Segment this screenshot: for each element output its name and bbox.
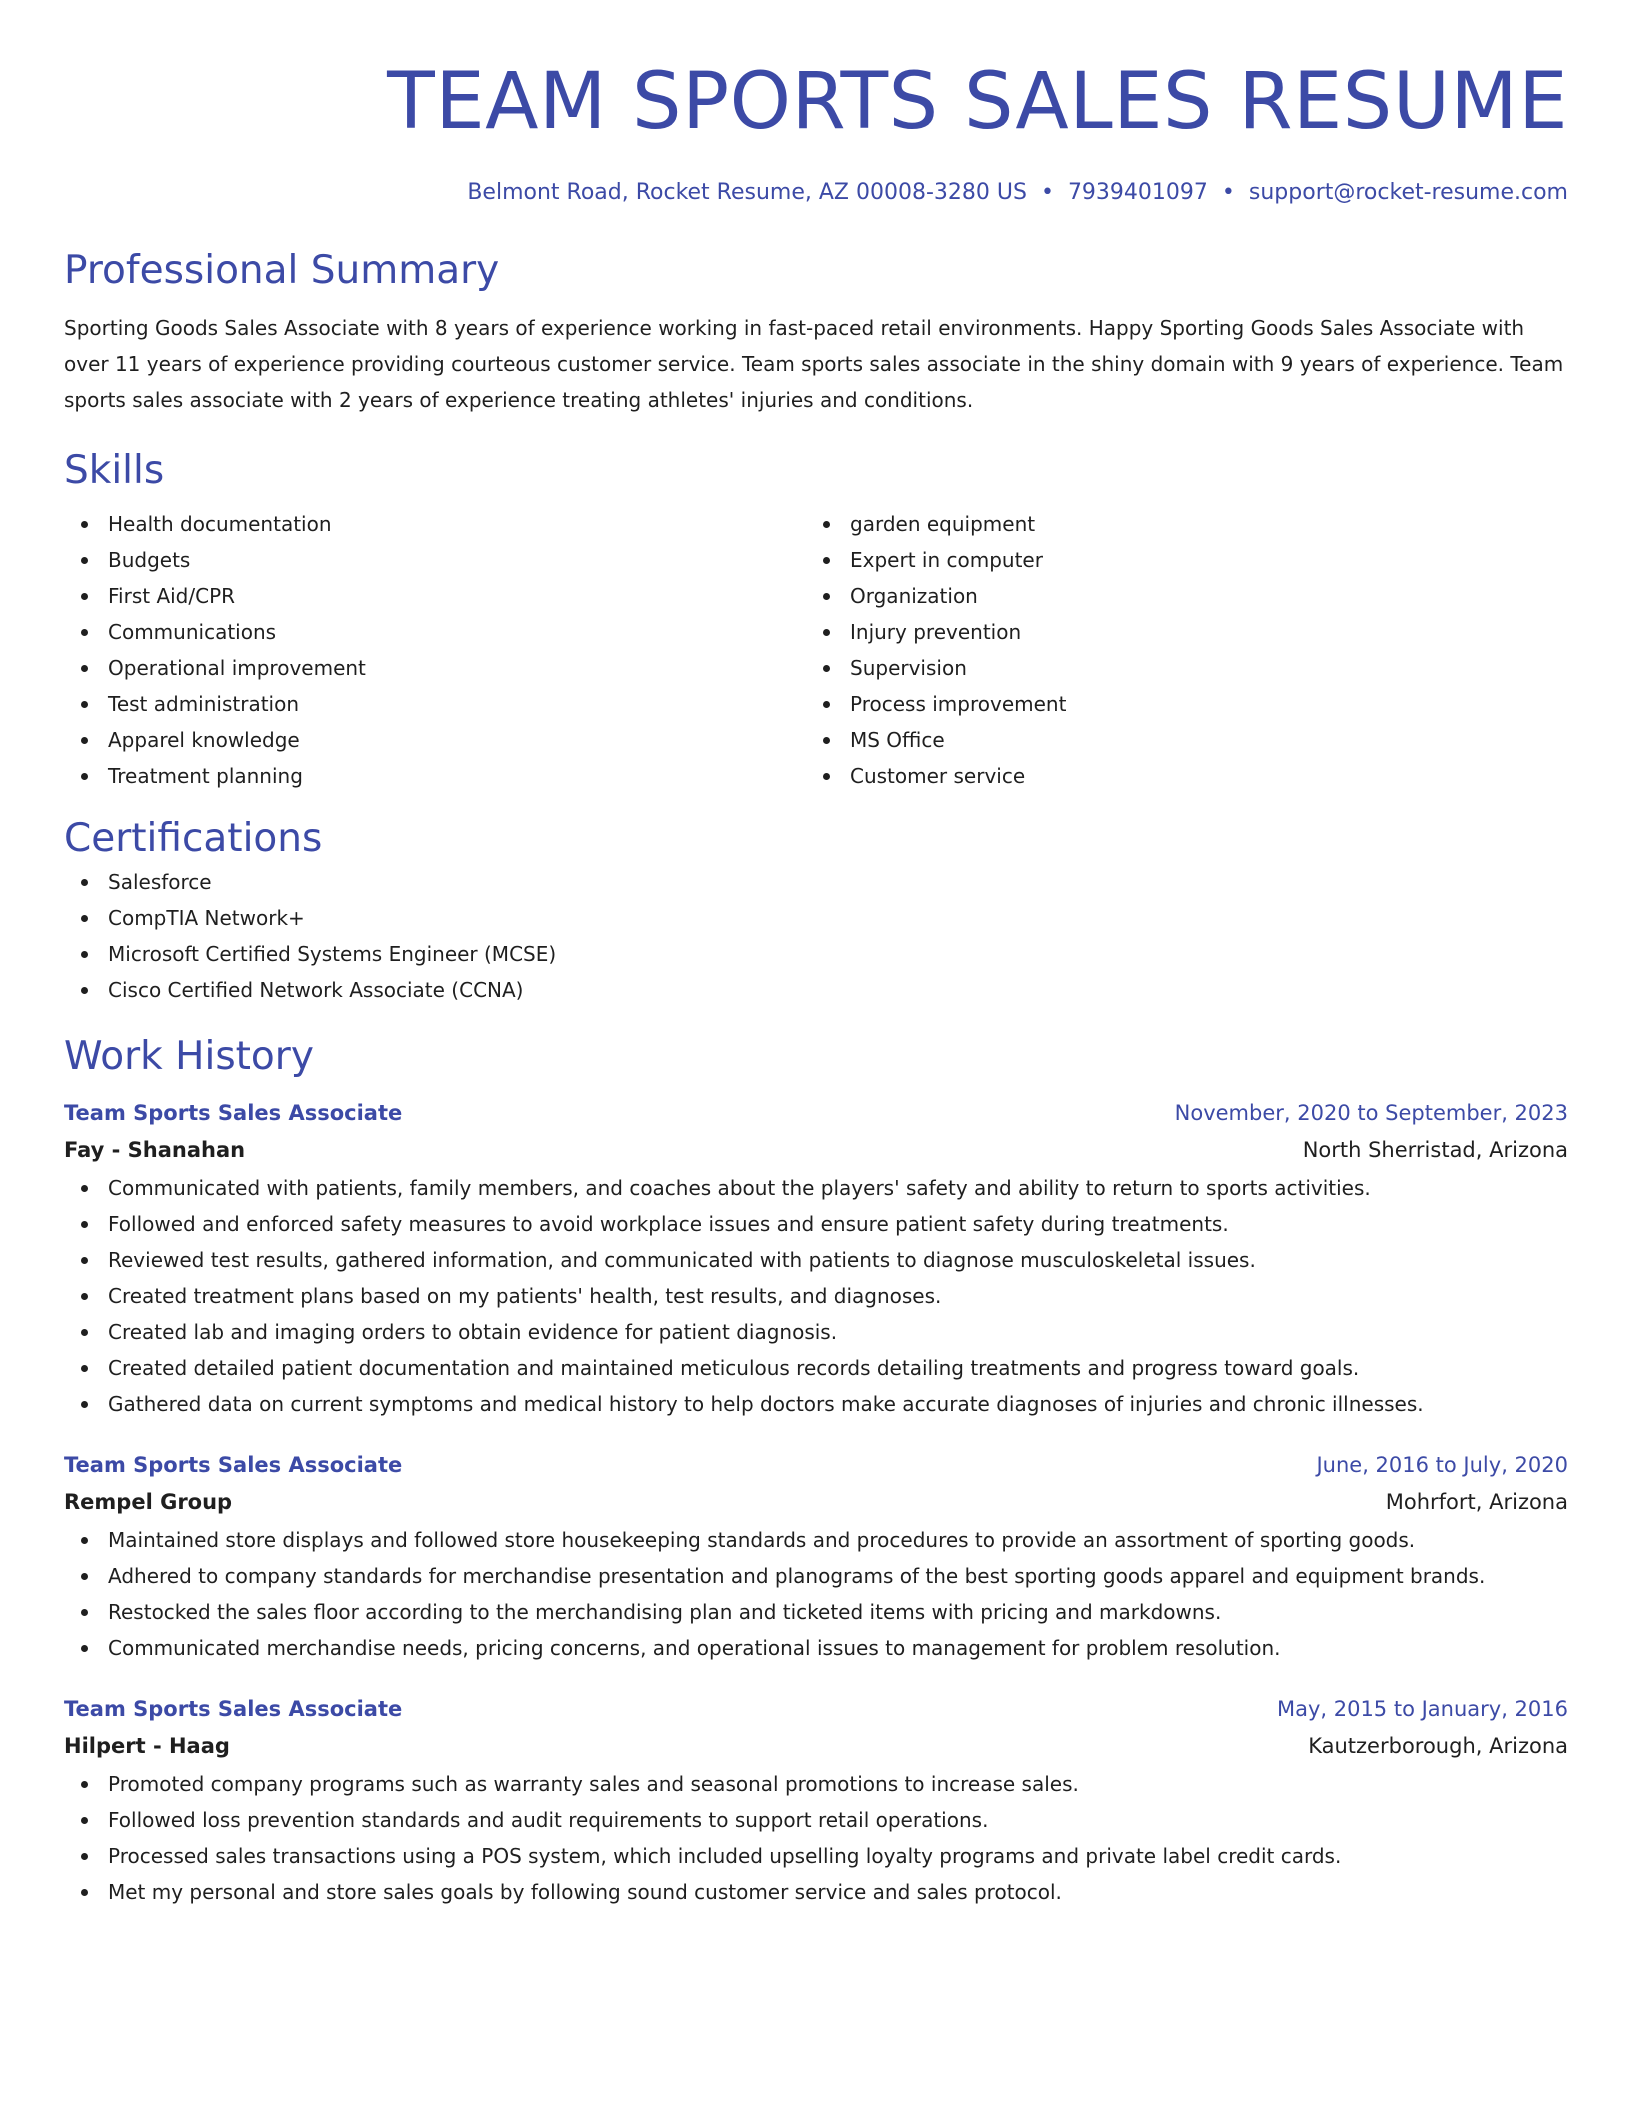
job-dates: May, 2015 to January, 2016 xyxy=(1276,1697,1568,1721)
skills-column-left xyxy=(64,506,806,794)
job-entry xyxy=(64,1692,1568,1910)
job-duty-item: Followed and enforced safety measures to avoid workplace issues and ensure patient safety during treatments. xyxy=(64,1206,1568,1242)
job-title: Team Sports Sales Associate xyxy=(64,1453,403,1477)
skill-item: First Aid/CPR xyxy=(64,578,806,614)
resume-header xyxy=(64,0,1568,208)
job-header-row xyxy=(64,1096,1568,1130)
skill-item: Expert in computer xyxy=(806,542,1548,578)
job-duties-list xyxy=(64,1522,1568,1666)
summary-text: Sporting Goods Sales Associate with 8 years of experience working in fast-paced retail environments. Happy Sporting Goods Sales Associate with over 11 years of experience providing courteous customer service. Team sports sales associate in the shiny domain with 9 years of experience. Team sports sales associate with 2 years of experience treating athletes' injuries and conditions. xyxy=(64,316,1564,412)
skill-item: Treatment planning xyxy=(64,758,806,794)
contact-separator: • xyxy=(1221,180,1235,205)
skills-list-left xyxy=(64,506,806,794)
section-title-certifications: Certifications xyxy=(64,816,323,861)
job-company: Fay - Shanahan xyxy=(64,1138,246,1162)
job-header-row xyxy=(64,1692,1568,1726)
contact-line xyxy=(64,178,1568,208)
job-company: Rempel Group xyxy=(64,1490,233,1514)
skill-item: Test administration xyxy=(64,686,806,722)
job-duty-item: Created treatment plans based on my patients' health, test results, and diagnoses. xyxy=(64,1278,1568,1314)
job-dates: November, 2020 to September, 2023 xyxy=(1174,1101,1568,1125)
skill-item: Budgets xyxy=(64,542,806,578)
skill-item: Apparel knowledge xyxy=(64,722,806,758)
job-company: Hilpert - Haag xyxy=(64,1734,230,1758)
skill-item: garden equipment xyxy=(806,506,1548,542)
skill-item: Organization xyxy=(806,578,1548,614)
job-company-row xyxy=(64,1482,1568,1522)
resume-title: TEAM SPORTS SALES RESUME xyxy=(387,57,1568,147)
job-duty-item: Met my personal and store sales goals by following sound customer service and sales protocol. xyxy=(64,1874,1568,1910)
skills-section xyxy=(64,446,1568,794)
skill-item: Health documentation xyxy=(64,506,806,542)
job-duty-item: Maintained store displays and followed store housekeeping standards and procedures to provide an assortment of sporting goods. xyxy=(64,1522,1568,1558)
job-duty-item: Restocked the sales floor according to the merchandising plan and ticketed items with pricing and markdowns. xyxy=(64,1594,1568,1630)
skill-item: Process improvement xyxy=(806,686,1548,722)
skill-item: MS Office xyxy=(806,722,1548,758)
job-title: Team Sports Sales Associate xyxy=(64,1101,403,1125)
job-location: Kautzerborough, Arizona xyxy=(1308,1734,1568,1758)
job-duty-item: Promoted company programs such as warranty sales and seasonal promotions to increase sales. xyxy=(64,1766,1568,1802)
job-entry xyxy=(64,1096,1568,1422)
contact-separator: • xyxy=(1040,180,1054,205)
contact-address: Belmont Road, Rocket Resume, AZ 00008-3280 US xyxy=(467,180,1027,205)
skills-column-right xyxy=(806,506,1548,794)
job-header-row xyxy=(64,1448,1568,1482)
section-title-skills: Skills xyxy=(64,448,165,493)
certification-item: Cisco Certified Network Associate (CCNA) xyxy=(64,972,1568,1008)
job-duties-list xyxy=(64,1766,1568,1910)
job-duty-item: Reviewed test results, gathered information, and communicated with patients to diagnose musculoskeletal issues. xyxy=(64,1242,1568,1278)
skill-item: Customer service xyxy=(806,758,1548,794)
skill-item: Injury prevention xyxy=(806,614,1548,650)
skill-item: Supervision xyxy=(806,650,1548,686)
job-duty-item: Adhered to company standards for merchandise presentation and planograms of the best sporting goods apparel and equipment brands. xyxy=(64,1558,1568,1594)
job-dates: June, 2016 to July, 2020 xyxy=(1316,1453,1568,1477)
contact-phone: 7939401097 xyxy=(1067,180,1208,205)
job-title: Team Sports Sales Associate xyxy=(64,1697,403,1721)
job-duty-item: Gathered data on current symptoms and medical history to help doctors make accurate diagnoses of injuries and chronic illnesses. xyxy=(64,1386,1568,1422)
section-title-summary: Professional Summary xyxy=(64,248,500,293)
job-duty-item: Communicated with patients, family members, and coaches about the players' safety and ability to return to sports activities. xyxy=(64,1170,1568,1206)
job-duty-item: Followed loss prevention standards and audit requirements to support retail operations. xyxy=(64,1802,1568,1838)
job-location: North Sherristad, Arizona xyxy=(1302,1138,1568,1162)
job-company-row xyxy=(64,1726,1568,1766)
skills-grid xyxy=(64,506,1568,794)
section-title-work-history: Work History xyxy=(64,1034,314,1079)
skills-list-right xyxy=(806,506,1548,794)
job-duty-item: Created detailed patient documentation and maintained meticulous records detailing treatments and progress toward goals. xyxy=(64,1350,1568,1386)
professional-summary-section xyxy=(64,246,1568,418)
certifications-section xyxy=(64,814,1568,1008)
job-duties-list xyxy=(64,1170,1568,1422)
skill-item: Communications xyxy=(64,614,806,650)
certification-item: Salesforce xyxy=(64,864,1568,900)
job-duty-item: Communicated merchandise needs, pricing concerns, and operational issues to management for problem resolution. xyxy=(64,1630,1568,1666)
job-entry xyxy=(64,1448,1568,1666)
job-location: Mohrfort, Arizona xyxy=(1385,1490,1568,1514)
certifications-list xyxy=(64,864,1568,1008)
job-duty-item: Created lab and imaging orders to obtain evidence for patient diagnosis. xyxy=(64,1314,1568,1350)
work-history-section xyxy=(64,1032,1568,1910)
job-company-row xyxy=(64,1130,1568,1170)
skill-item: Operational improvement xyxy=(64,650,806,686)
certification-item: Microsoft Certified Systems Engineer (MCSE) xyxy=(64,936,1568,972)
certification-item: CompTIA Network+ xyxy=(64,900,1568,936)
contact-email[interactable]: support@rocket-resume.com xyxy=(1248,180,1568,205)
job-duty-item: Processed sales transactions using a POS system, which included upselling loyalty programs and private label credit cards. xyxy=(64,1838,1568,1874)
